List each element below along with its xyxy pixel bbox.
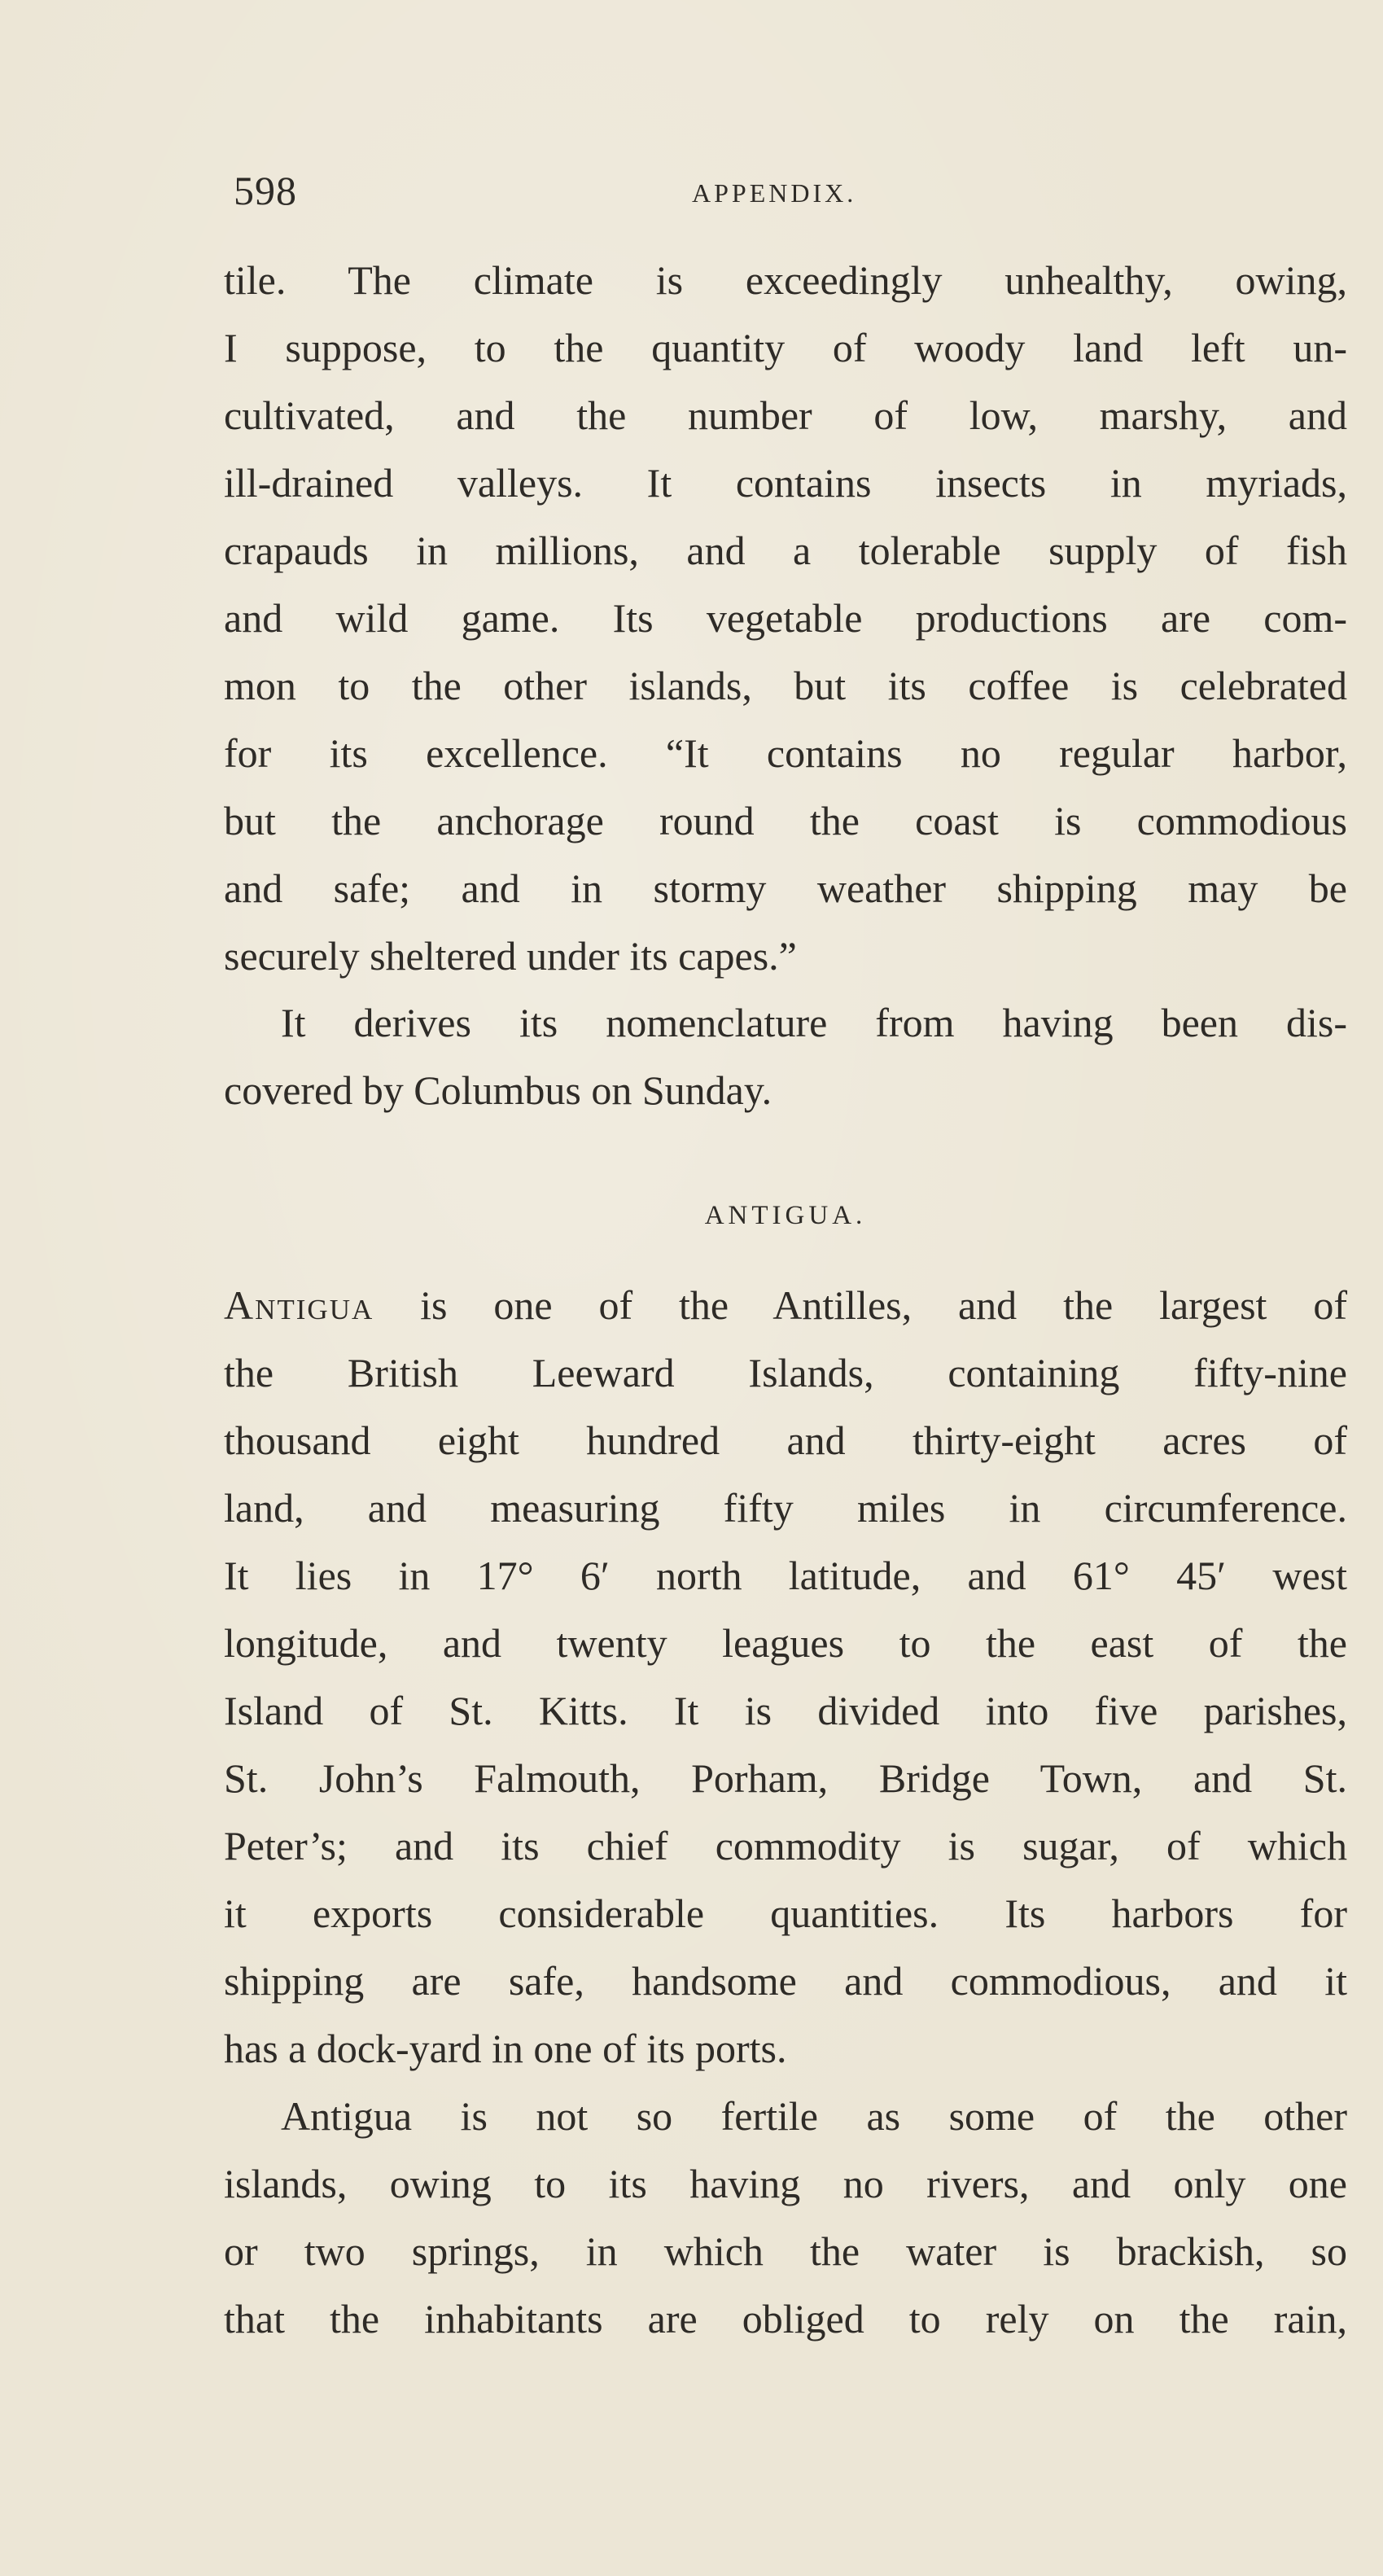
text-line: longitude, and twenty leagues to the east of the bbox=[224, 1620, 1347, 1666]
text-line: It lies in 17° 6′ north latitude, and 61° 45′ west bbox=[224, 1553, 1347, 1598]
page-header bbox=[224, 167, 1347, 224]
text-line: islands, owing to its having no rivers, and only one bbox=[224, 2161, 1347, 2206]
text-line: and wild game. Its vegetable productions are com- bbox=[224, 595, 1347, 641]
text-line: and safe; and in stormy weather shipping may be bbox=[224, 865, 1347, 911]
text-line: Island of St. Kitts. It is divided into five parishes, bbox=[224, 1688, 1347, 1733]
section-heading: ANTIGUA. bbox=[704, 1201, 867, 1230]
text-line: Antigua is not so fertile as some of the other bbox=[281, 2093, 1347, 2139]
text-line: the British Leeward Islands, containing fifty-nine bbox=[224, 1350, 1347, 1395]
text-line: it exports considerable quantities. Its harbors for bbox=[224, 1890, 1347, 1936]
lead-word: Antigua bbox=[224, 1282, 374, 1328]
text-line: land, and measuring fifty miles in circumference. bbox=[224, 1485, 1347, 1531]
text-line: that the inhabitants are obliged to rely on the rain, bbox=[224, 2296, 1347, 2342]
text-line: tile. The climate is exceedingly unhealthy, owing, bbox=[224, 257, 1347, 303]
text-line-rest: is one of the Antilles, and the largest of bbox=[374, 1282, 1347, 1328]
text-line: Peter’s; and its chief commodity is sugar, of which bbox=[224, 1823, 1347, 1868]
text-line: shipping are safe, handsome and commodious, and it bbox=[224, 1958, 1347, 2004]
paragraph-nomenclature bbox=[224, 989, 1347, 1124]
page-number: 598 bbox=[234, 168, 297, 213]
text-line: but the anchorage round the coast is commodious bbox=[224, 798, 1347, 843]
text-line: has a dock-yard in one of its ports. bbox=[224, 2026, 787, 2071]
text-line: crapauds in millions, and a tolerable supply of fish bbox=[224, 528, 1347, 573]
running-head: APPENDIX. bbox=[692, 178, 857, 208]
text-line: securely sheltered under its capes.” bbox=[224, 933, 797, 979]
text-line: thousand eight hundred and thirty-eight acres of bbox=[224, 1417, 1347, 1463]
text-line: or two springs, in which the water is brackish, so bbox=[224, 2228, 1347, 2274]
text-line: for its excellence. “It contains no regular harbor, bbox=[224, 730, 1347, 776]
text-line: ill-drained valleys. It contains insects in myriads, bbox=[224, 460, 1347, 506]
text-line: I suppose, to the quantity of woody land left un- bbox=[224, 325, 1347, 370]
text-line: It derives its nomenclature from having been dis- bbox=[281, 1000, 1347, 1045]
text-line: covered by Columbus on Sunday. bbox=[224, 1067, 772, 1113]
text-line: mon to the other islands, but its coffee is celebrated bbox=[224, 663, 1347, 708]
text-line bbox=[224, 1272, 1347, 1339]
paragraph-climate bbox=[224, 247, 1347, 990]
text-line: cultivated, and the number of low, marshy, and bbox=[224, 392, 1347, 438]
text-line: St. John’s Falmouth, Porham, Bridge Town, and St. bbox=[224, 1755, 1347, 1801]
paragraph-antigua bbox=[224, 1272, 1347, 2353]
